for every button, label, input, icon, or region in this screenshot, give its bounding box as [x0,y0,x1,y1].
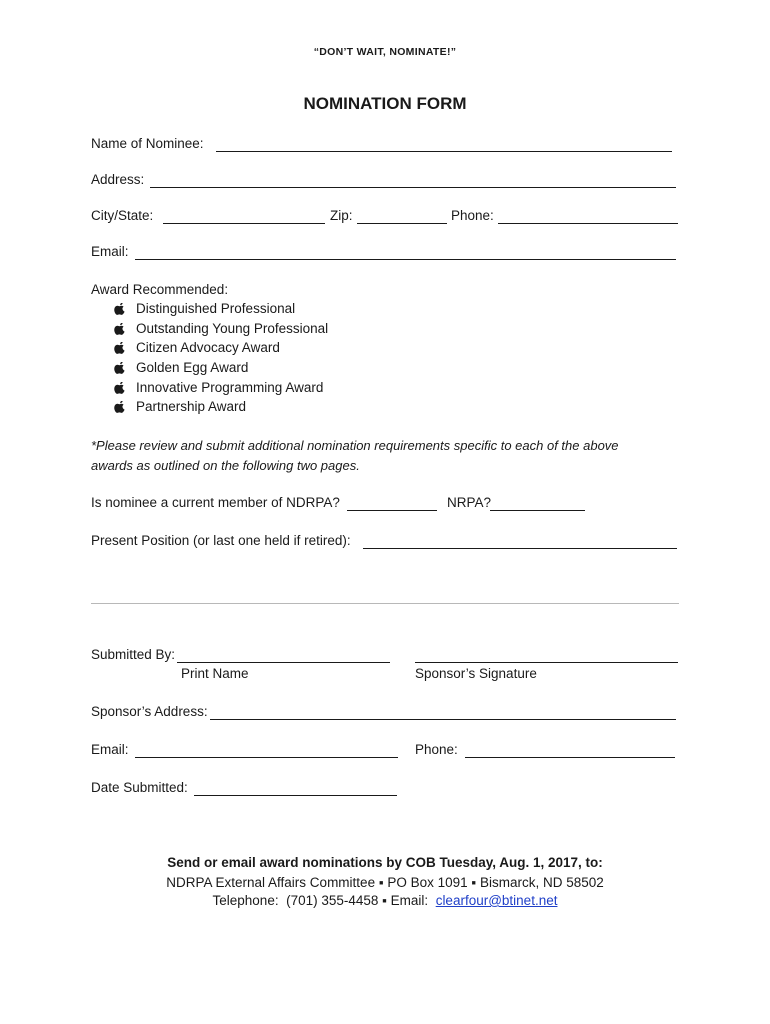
sponsor-phone-field[interactable] [465,757,675,758]
zip-label: Zip: [330,208,353,223]
name-of-nominee-label: Name of Nominee: [91,136,204,151]
sponsor-signature-field[interactable] [415,662,678,663]
sponsor-address-label: Sponsor’s Address: [91,704,208,719]
requirements-note-line2: awards as outlined on the following two pages. [91,458,360,473]
mailing-address: NDRPA External Affairs Committee ▪ PO Box 1091 ▪ Bismarck, ND 58502 [166,875,604,890]
address-label: Address: [91,172,145,187]
name-of-nominee-field[interactable] [216,151,672,152]
divider [91,603,679,604]
city-state-label: City/State: [91,208,154,223]
slogan: “DON’T WAIT, NOMINATE!” [313,46,457,58]
apple-icon [114,362,126,374]
date-submitted-label: Date Submitted: [91,780,188,795]
award-label: Innovative Programming Award [136,380,324,395]
apple-icon [114,323,126,335]
submission-instruction: Send or email award nominations by COB Tuesday, Aug. 1, 2017, to: [167,855,603,870]
present-position-field[interactable] [363,548,677,549]
apple-icon [114,303,126,315]
award-label: Distinguished Professional [136,301,296,316]
sponsor-phone-label: Phone: [415,742,458,757]
sponsor-signature-caption: Sponsor’s Signature [415,666,537,681]
apple-icon [114,342,126,354]
sponsor-email-label: Email: [91,742,129,757]
award-label: Outstanding Young Professional [136,321,329,336]
telephone-text: Telephone: (701) 355-4458 ▪ Email: [212,893,436,908]
award-heading: Award Recommended: [91,282,229,297]
email-label: Email: [91,244,129,259]
present-position-label: Present Position (or last one held if retired): [91,533,351,548]
page-title: NOMINATION FORM [303,94,467,113]
contact-line [0,893,770,908]
phone-field[interactable] [498,223,678,224]
nrpa-member-field[interactable] [490,510,585,511]
phone-label: Phone: [451,208,494,223]
ndrpa-member-label: Is nominee a current member of NDRPA? [91,495,340,510]
zip-field[interactable] [357,223,447,224]
sponsor-address-field[interactable] [210,719,676,720]
print-name-field[interactable] [177,662,390,663]
requirements-note-line1: *Please review and submit additional nomination requirements specific to each of the above [91,438,619,453]
award-label: Golden Egg Award [136,360,249,375]
city-state-field[interactable] [163,223,325,224]
sponsor-email-field[interactable] [135,757,398,758]
nrpa-member-label: NRPA? [447,495,492,510]
email-link[interactable]: clearfour@btinet.net [435,893,558,908]
award-label: Partnership Award [136,399,247,414]
date-submitted-field[interactable] [194,795,397,796]
email-field[interactable] [135,259,676,260]
apple-icon [114,401,126,413]
print-name-caption: Print Name [181,666,249,681]
address-field[interactable] [150,187,676,188]
submitted-by-label: Submitted By: [91,647,176,662]
apple-icon [114,382,126,394]
award-label: Citizen Advocacy Award [136,340,280,355]
ndrpa-member-field[interactable] [347,510,437,511]
